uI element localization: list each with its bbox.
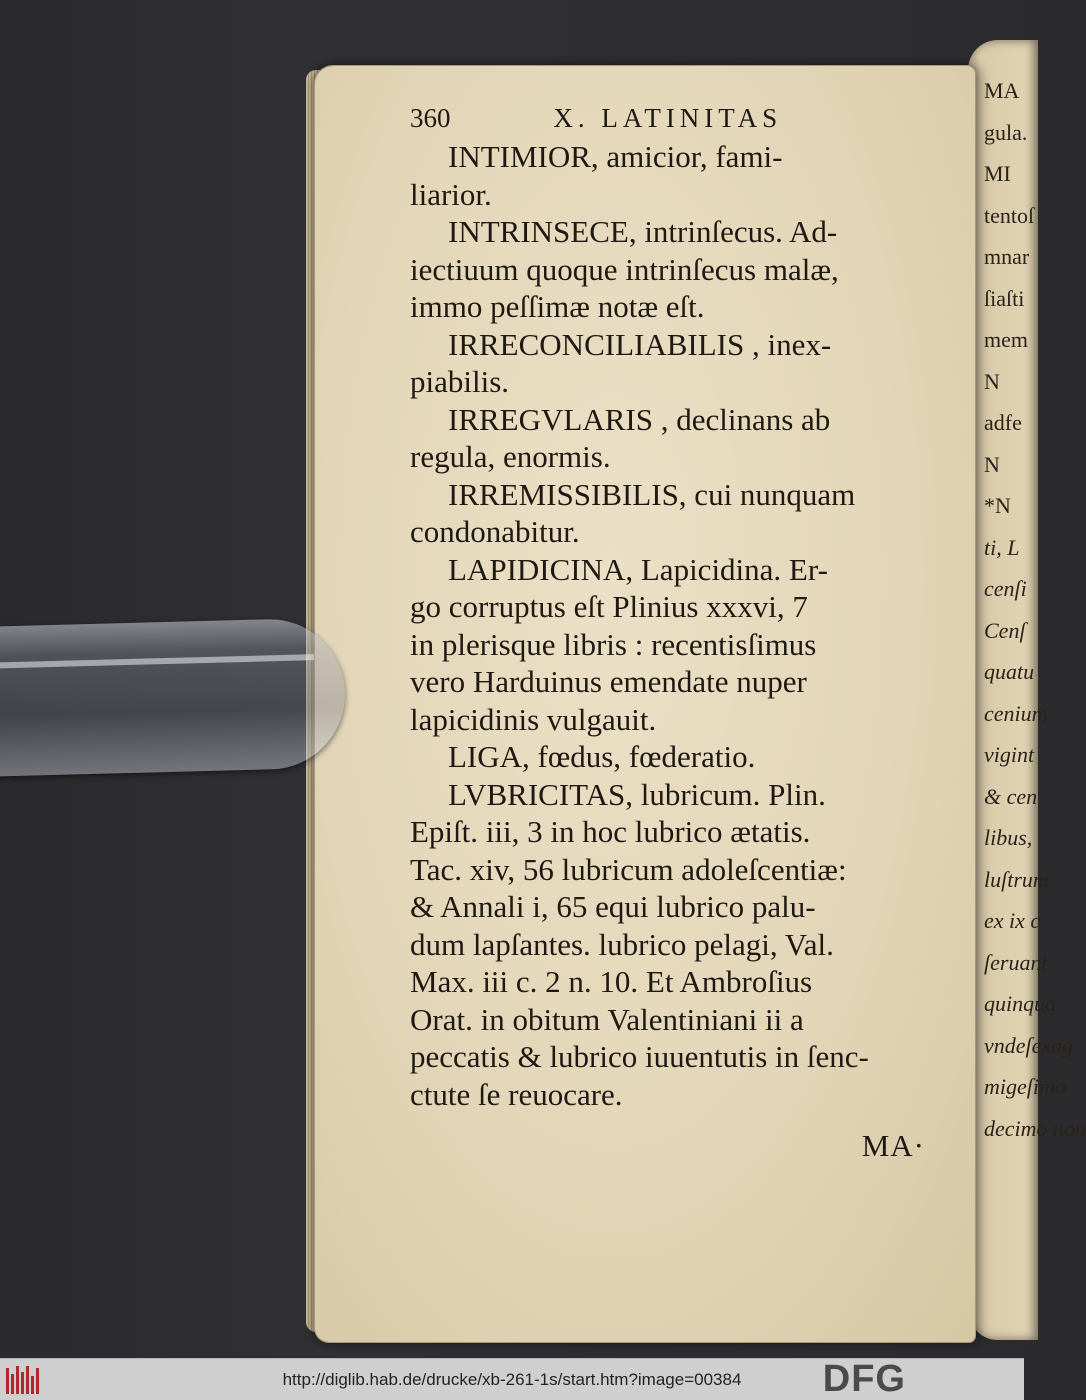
- folio-number: 360: [410, 103, 451, 133]
- text-line: peccatis & lubrico iuuentutis in ſenc-: [410, 1039, 869, 1074]
- next-page-fragment: quinqua: [984, 991, 1057, 1016]
- next-page-fragment: adfe: [984, 410, 1022, 435]
- next-page-fragment: vndeſexag: [984, 1032, 1074, 1058]
- text-line: go corruptus eſt Plinius xxxvi, 7: [410, 589, 808, 624]
- text-line: liarior.: [410, 176, 492, 212]
- next-page-fragment: tentoſ: [984, 202, 1035, 228]
- next-page-fragment: Cenſ: [984, 617, 1026, 643]
- text-line: LIGA, fœdus, fœderatio.: [448, 739, 756, 774]
- next-page-fragment: MI: [984, 161, 1011, 186]
- running-head: [410, 100, 925, 137]
- running-title: X. LATINITAS: [553, 103, 783, 133]
- text-line: INTRINSECE, intrinſecus. Ad-: [448, 214, 838, 249]
- entry-lapidicina: [410, 551, 925, 739]
- entry-intrinsece: [410, 213, 925, 326]
- text-line: immo peſſimæ notæ eſt.: [410, 289, 705, 324]
- next-page-fragment: & cen: [984, 783, 1038, 809]
- text-line: IRRECONCILIABILIS , inex-: [448, 326, 832, 362]
- text-line: lapicidinis vulgauit.: [410, 701, 657, 737]
- text-line: Max. iii c. 2 n. 10. Et Ambroſius: [410, 964, 813, 999]
- next-page-fragment: mnar: [984, 244, 1030, 269]
- next-page-fragment: quatu: [984, 659, 1035, 684]
- text-line: condonabitur.: [410, 514, 580, 549]
- text-line: in plerisque libris : recentisſimus: [410, 626, 817, 662]
- permalink-url[interactable]: http://diglib.hab.de/drucke/xb-261-1s/start.htm?image=00384: [282, 1370, 742, 1389]
- next-page-fragment: mem: [984, 327, 1028, 352]
- text-line: IRREGVLARIS , declinans ab: [448, 401, 831, 437]
- next-page-fragment: MA: [984, 78, 1020, 103]
- text-line: Orat. in obitum Valentiniani ii a: [410, 1001, 804, 1037]
- next-page-fragment: cenſi: [984, 576, 1027, 601]
- next-page-fragment: libus,: [984, 825, 1033, 850]
- next-page-fragment: N: [984, 368, 1000, 394]
- text-line: ctute ſe reuocare.: [410, 1076, 623, 1112]
- page-text: [410, 100, 925, 1165]
- entry-liga: [410, 738, 925, 776]
- catchword: MA·: [861, 1128, 925, 1163]
- text-line: LAPIDICINA, Lapicidina. Er-: [448, 551, 828, 587]
- next-page-sliver: [968, 40, 1086, 1340]
- text-line: dum lapſantes. lubrico pelagi, Val.: [410, 926, 834, 962]
- text-line: iectiuum quoque intrinſecus malæ,: [410, 251, 839, 287]
- text-line: piabilis.: [410, 364, 510, 399]
- next-page-fragment: ſeruant: [984, 949, 1048, 975]
- entry-intimior: [410, 138, 925, 213]
- page-clip: [0, 617, 347, 776]
- text-line: regula, enormis.: [410, 439, 611, 474]
- text-line: Epiſt. iii, 3 in hoc lubrico ætatis.: [410, 814, 811, 849]
- next-page-fragment: migeſimo: [984, 1074, 1066, 1099]
- next-page-fragment: cenium: [984, 700, 1048, 726]
- entry-irregularis: [410, 401, 925, 476]
- text-line: & Annali i, 65 equi lubrico palu-: [410, 889, 816, 924]
- next-page-fragment: gula.: [984, 119, 1028, 145]
- next-page-fragment: N: [984, 451, 1000, 477]
- viewer-footer: [0, 1358, 1024, 1400]
- next-page-fragment: luſtrum: [984, 866, 1049, 892]
- text-line: IRREMISSIBILIS, cui nunquam: [448, 476, 856, 512]
- text-line: INTIMIOR, amicior, fami-: [448, 139, 783, 174]
- text-line: Tac. xiv, 56 lubricum adoleſcentiæ:: [410, 851, 847, 887]
- entry-irreconciliabilis: [410, 326, 925, 401]
- next-page-fragment: *N: [984, 493, 1011, 518]
- dfg-logo: DFG: [822, 1358, 906, 1400]
- entry-lubricitas: [410, 776, 925, 1114]
- next-page-fragment: decimo non: [984, 1115, 1086, 1141]
- next-page-fragment: vigint: [984, 742, 1035, 767]
- text-line: LVBRICITAS, lubricum. Plin.: [448, 776, 826, 812]
- entry-irremissibilis: [410, 476, 925, 551]
- next-page-fragment: ex ix c: [984, 908, 1041, 933]
- next-page-fragment: ti, L: [984, 534, 1020, 560]
- next-page-fragment: ſiaſti: [984, 285, 1025, 311]
- text-line: vero Harduinus emendate nuper: [410, 664, 807, 699]
